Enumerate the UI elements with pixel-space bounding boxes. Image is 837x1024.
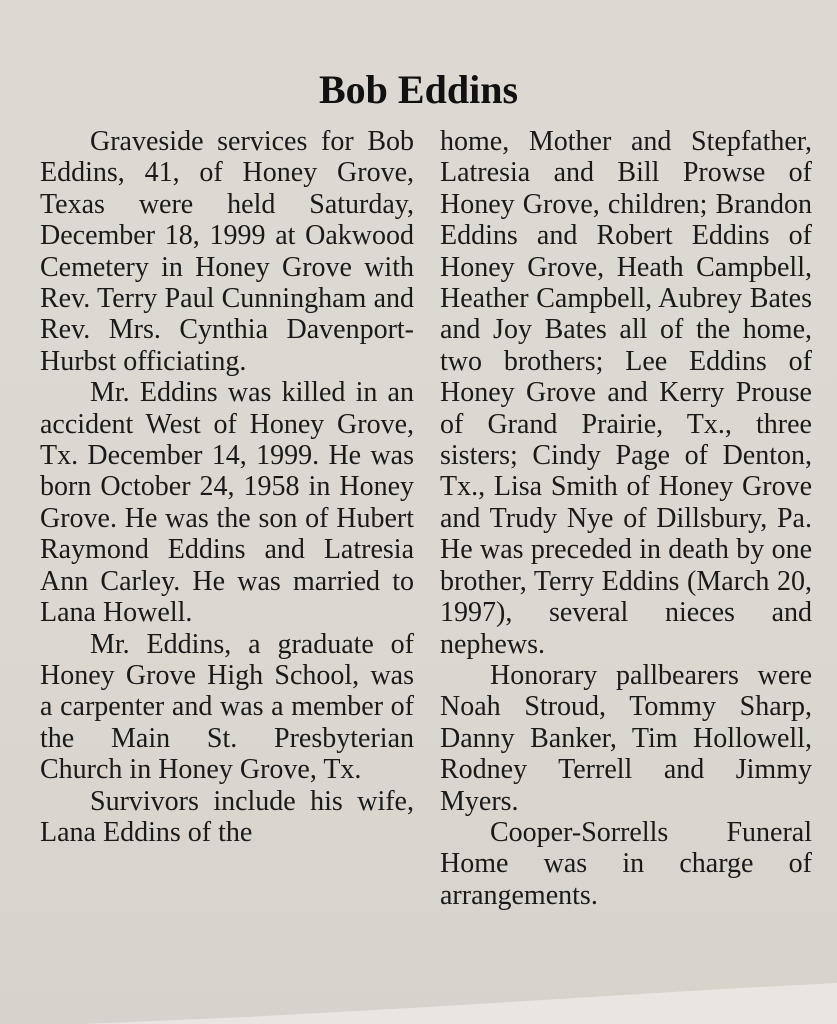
obituary-headline: Bob Eddins xyxy=(318,67,519,112)
left-column xyxy=(40,126,414,848)
paragraph-survivors-continued: home, Mother and Stepfather, Latresia and Bill Prowse of Honey Grove, children; Brandon Eddins and Robert Eddins of Honey Grove, Heath Campbell, Heather Campbell, Aubrey Bates and Joy Bates all of the home, two brothers; Lee Eddins of Honey Grove and Kerry Prouse of Grand Prairie, Tx., three sisters; Cindy Page of Denton, Tx., Lisa Smith of Honey Grove and Trudy Nye of Dillsbury, Pa. He was preceded in death by one brother, Terry Eddins (March 20, 1997), several nieces and nephews. xyxy=(440,126,812,660)
paragraph-survivors-start: Survivors include his wife, Lana Eddins of the xyxy=(40,785,414,848)
paragraph-education-work: Mr. Eddins, a graduate of Honey Grove High School, was a carpenter and was a member of the Main St. Presbyterian Church in Honey Grove, Tx. xyxy=(40,628,414,786)
paragraph-funeral-home: Cooper-Sorrells Funeral Home was in charge of arrangements. xyxy=(440,816,812,911)
paragraph-graveside-services: Graveside services for Bob Eddins, 41, of Honey Grove, Texas were held Saturday, December 18, 1999 at Oakwood Cemetery in Honey Grove with Rev. Terry Paul Cunningham and Rev. Mrs. Cynthia Davenport-Hurbst officiating. xyxy=(40,126,414,377)
paragraph-accident-birth: Mr. Eddins was killed in an accident West of Honey Grove, Tx. December 14, 1999. He was born October 24, 1958 in Honey Grove. He was the son of Hubert Raymond Eddins and Latresia Ann Carley. He was married to Lana Howell. xyxy=(40,377,414,629)
right-column xyxy=(440,126,812,911)
paragraph-pallbearers: Honorary pallbearers were Noah Stroud, Tommy Sharp, Danny Banker, Tim Hollowell, Rodney Terrell and Jimmy Myers. xyxy=(440,659,812,817)
